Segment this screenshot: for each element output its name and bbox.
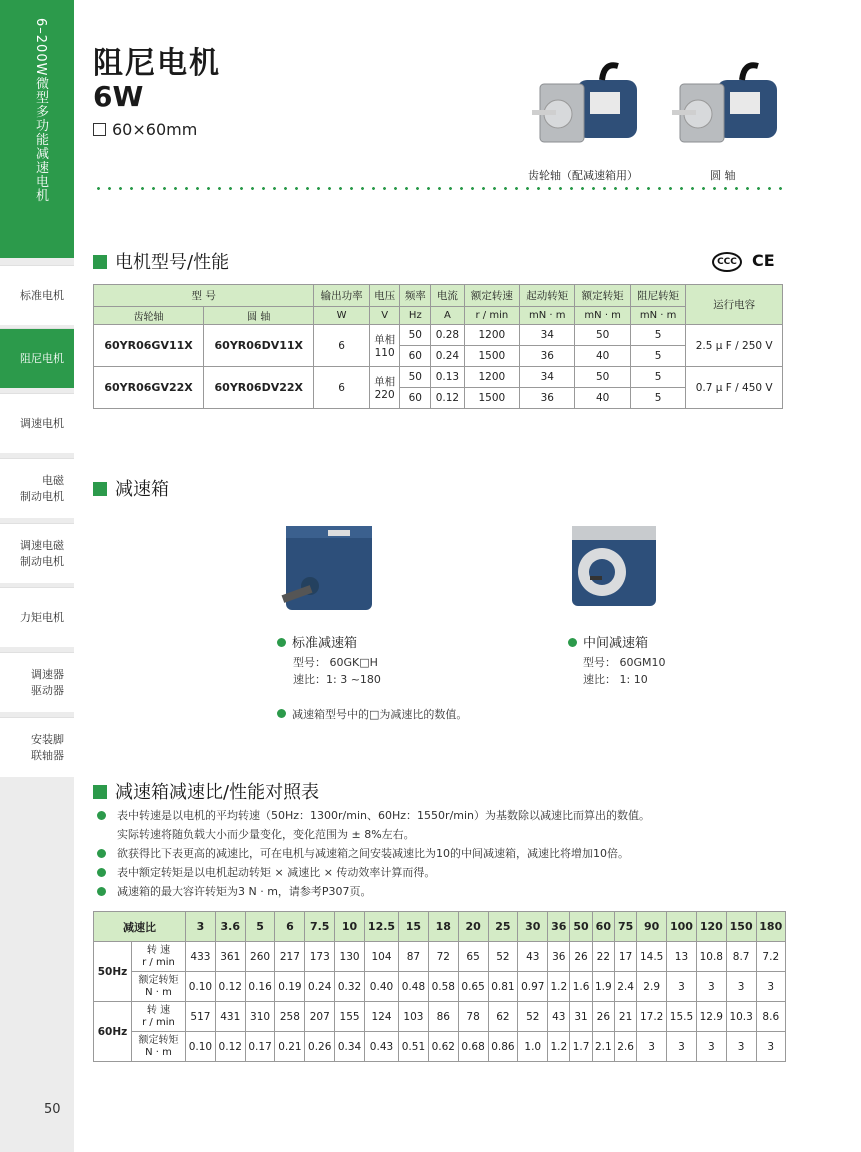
- gearbox-note: [277, 706, 467, 722]
- ratio-cell: 0.16: [245, 972, 275, 1002]
- ratio-cell: 0.17: [245, 1032, 275, 1062]
- ratio-header-cell: 7.5: [305, 912, 335, 942]
- ratio-frequency: 50Hz: [94, 942, 132, 1002]
- table-row: [94, 325, 783, 346]
- spec-unit: W: [314, 307, 369, 325]
- ratio-cell: 0.12: [215, 1032, 245, 1062]
- round-shaft-caption: 圆 轴: [710, 169, 736, 182]
- spec-cell: 40: [575, 388, 630, 409]
- spec-voltage: 单相 220: [369, 367, 400, 409]
- ratio-cell: 0.81: [488, 972, 518, 1002]
- spec-unit: mN · m: [520, 307, 575, 325]
- ratio-cell: 3: [756, 1032, 785, 1062]
- ratio-header-cell: 3: [186, 912, 216, 942]
- spec-header-damp-torque: 阻尼转矩: [630, 285, 685, 307]
- ratio-cell: 22: [592, 942, 614, 972]
- spec-header-speed: 额定转速: [464, 285, 519, 307]
- ratio-header-cell: 5: [245, 912, 275, 942]
- table-row: [94, 367, 783, 388]
- ratio-cell: 8.7: [726, 942, 756, 972]
- sidebar-category-label: 6–200W微型多功能减速电机: [33, 18, 48, 203]
- ratio-header-cell: 3.6: [215, 912, 245, 942]
- spec-voltage: 单相 110: [369, 325, 400, 367]
- ratio-cell: 258: [275, 1002, 305, 1032]
- spec-cell: 60: [400, 388, 431, 409]
- ratio-header-cell: 36: [548, 912, 570, 942]
- spec-header-freq: 频率: [400, 285, 431, 307]
- spec-unit: Hz: [400, 307, 431, 325]
- ratio-cell: 1.7: [570, 1032, 592, 1062]
- spec-round-model: 60YR06DV11X: [204, 325, 314, 367]
- ratio-header-label: 减速比: [94, 912, 186, 942]
- spec-header-round-shaft: 圆 轴: [204, 307, 314, 325]
- ccc-icon: CCC: [712, 252, 742, 272]
- ratio-cell: 17.2: [637, 1002, 667, 1032]
- ratio-cell: 0.48: [399, 972, 429, 1002]
- frame-size: [93, 120, 197, 139]
- ratio-header-cell: 75: [614, 912, 636, 942]
- ratio-cell: 36: [548, 942, 570, 972]
- note-text: 表中额定转矩是以电机起动转矩 × 减速比 × 传动效率计算而得。: [117, 866, 436, 879]
- ratio-cell: 2.1: [592, 1032, 614, 1062]
- table-row: [94, 942, 786, 972]
- note-text: 表中转速是以电机的平均转速（50Hz：1300r/min、60Hz：1550r/min）为基数除以减速比而算出的数值。: [117, 809, 651, 822]
- ratio-cell: 13: [667, 942, 697, 972]
- ratio-torque-label: 额定转矩 N · m: [132, 1032, 186, 1062]
- ratio-cell: 87: [399, 942, 429, 972]
- sidebar-item-label: 电磁 制动电机: [20, 473, 64, 503]
- ratio-cell: 0.26: [305, 1032, 335, 1062]
- ratio-cell: 0.65: [458, 972, 488, 1002]
- ratio-cell: 2.9: [637, 972, 667, 1002]
- ratio-header-cell: 180: [756, 912, 785, 942]
- ratio-cell: 31: [570, 1002, 592, 1032]
- middle-gearbox-image: [568, 520, 660, 612]
- ratio-header-cell: 10: [335, 912, 365, 942]
- ratio-header-cell: 100: [667, 912, 697, 942]
- middle-gearbox-ratio: 速比： 1: 10: [583, 673, 648, 686]
- ratio-cell: 17: [614, 942, 636, 972]
- ratio-header-cell: 15: [399, 912, 429, 942]
- spec-section-label: 电机型号/性能: [115, 252, 230, 273]
- sidebar-item-mounting[interactable]: [0, 717, 74, 777]
- spec-cell: 0.12: [431, 388, 464, 409]
- ratio-cell: 124: [364, 1002, 398, 1032]
- square-bullet-icon: [93, 785, 107, 799]
- ratio-cell: 0.34: [335, 1032, 365, 1062]
- ratio-cell: 12.9: [696, 1002, 726, 1032]
- ratio-cell: 8.6: [756, 1002, 785, 1032]
- bullet-dot-icon: [97, 849, 106, 858]
- middle-gearbox-label: 中间减速箱: [583, 636, 649, 651]
- ratio-cell: 21: [614, 1002, 636, 1032]
- ratio-cell: 1.2: [548, 1032, 570, 1062]
- spec-gear-model: 60YR06GV11X: [94, 325, 204, 367]
- spec-unit: mN · m: [575, 307, 630, 325]
- ratio-cell: 0.10: [186, 972, 216, 1002]
- ratio-cell: 310: [245, 1002, 275, 1032]
- spec-header-model: 型 号: [94, 285, 314, 307]
- spec-header-output: 输出功率: [314, 285, 369, 307]
- spec-cell: 50: [400, 367, 431, 388]
- ratio-cell: 3: [667, 972, 697, 1002]
- ratio-cell: 3: [696, 972, 726, 1002]
- gearbox-section-label: 减速箱: [115, 479, 169, 500]
- ratio-cell: 26: [592, 1002, 614, 1032]
- ratio-cell: 0.21: [275, 1032, 305, 1062]
- middle-gearbox-model: 型号： 60GM10: [583, 656, 666, 669]
- spec-unit: mN · m: [630, 307, 685, 325]
- spec-cell: 36: [520, 346, 575, 367]
- sidebar-item-speed-brake-motor[interactable]: [0, 523, 74, 583]
- ratio-cell: 0.10: [186, 1032, 216, 1062]
- ratio-frequency: 60Hz: [94, 1002, 132, 1062]
- ratio-cell: 260: [245, 942, 275, 972]
- square-bullet-icon: [93, 255, 107, 269]
- ratio-cell: 43: [518, 942, 548, 972]
- ratio-cell: 43: [548, 1002, 570, 1032]
- bullet-dot-icon: [97, 811, 106, 820]
- ratio-cell: 15.5: [667, 1002, 697, 1032]
- ratio-cell: 10.3: [726, 1002, 756, 1032]
- ratio-header-cell: 50: [570, 912, 592, 942]
- bullet-dot-icon: [568, 638, 577, 647]
- spec-header-capacitor: 运行电容: [686, 285, 783, 325]
- sidebar-item-speed-motor[interactable]: [0, 393, 74, 453]
- sidebar-item-brake-motor[interactable]: [0, 458, 74, 518]
- list-item: [97, 825, 650, 844]
- spec-cell: 5: [630, 388, 685, 409]
- square-bullet-icon: [93, 482, 107, 496]
- ratio-header-cell: 30: [518, 912, 548, 942]
- middle-gearbox-name: [568, 632, 648, 651]
- sidebar-category: [0, 0, 74, 258]
- gearbox-section-title: [93, 475, 169, 501]
- standard-gearbox-model: 型号： 60GK□H: [293, 656, 378, 669]
- ratio-cell: 431: [215, 1002, 245, 1032]
- sidebar-item-damping-motor[interactable]: [0, 328, 74, 388]
- spec-cell: 5: [630, 346, 685, 367]
- list-item: [97, 806, 650, 825]
- spec-header-rated-torque: 额定转矩: [575, 285, 630, 307]
- sidebar-item-label: 阻尼电机: [20, 351, 64, 365]
- ratio-speed-label: 转 速 r / min: [132, 942, 186, 972]
- ratio-section-label: 减速箱减速比/性能对照表: [115, 782, 320, 803]
- sidebar-item-controller[interactable]: [0, 652, 74, 712]
- ratio-cell: 0.62: [428, 1032, 458, 1062]
- ratio-cell: 155: [335, 1002, 365, 1032]
- spec-cell: 5: [630, 367, 685, 388]
- spec-cell: 5: [630, 325, 685, 346]
- spec-header-voltage: 电压: [369, 285, 400, 307]
- ratio-cell: 103: [399, 1002, 429, 1032]
- ratio-cell: 0.40: [364, 972, 398, 1002]
- standard-gearbox-ratio: 速比：1: 3 ~180: [293, 673, 381, 686]
- ce-icon: CE: [752, 251, 775, 270]
- spec-cell: 0.13: [431, 367, 464, 388]
- spec-header-gear-shaft: 齿轮轴: [94, 307, 204, 325]
- ratio-cell: 0.97: [518, 972, 548, 1002]
- ratio-header-cell: 12.5: [364, 912, 398, 942]
- ratio-cell: 1.6: [570, 972, 592, 1002]
- sidebar-item-standard-motor[interactable]: [0, 265, 74, 325]
- sidebar-item-label: 安装脚 联轴器: [31, 732, 64, 762]
- bullet-dot-icon: [277, 709, 286, 718]
- gearbox-note-text: 减速箱型号中的□为减速比的数值。: [292, 708, 468, 721]
- table-row: [94, 1032, 786, 1062]
- list-item: [97, 844, 650, 863]
- gear-shaft-caption: 齿轮轴（配减速箱用）: [528, 169, 638, 182]
- ratio-header-cell: 120: [696, 912, 726, 942]
- table-row: [94, 972, 786, 1002]
- ratio-cell: 3: [696, 1032, 726, 1062]
- spec-unit: A: [431, 307, 464, 325]
- ratio-cell: 0.58: [428, 972, 458, 1002]
- table-row: [94, 1002, 786, 1032]
- ratio-cell: 0.68: [458, 1032, 488, 1062]
- ratio-table: [93, 911, 786, 1062]
- sidebar-item-label: 力矩电机: [20, 610, 64, 624]
- spec-cell: 0.28: [431, 325, 464, 346]
- ratio-header-cell: 60: [592, 912, 614, 942]
- list-item: [97, 882, 650, 901]
- ratio-cell: 217: [275, 942, 305, 972]
- ratio-cell: 0.19: [275, 972, 305, 1002]
- sidebar-item-label: 标准电机: [20, 288, 64, 302]
- spec-cell: 0.24: [431, 346, 464, 367]
- frame-size-label: 60×60mm: [112, 120, 198, 139]
- ratio-header-cell: 20: [458, 912, 488, 942]
- ratio-cell: 10.8: [696, 942, 726, 972]
- spec-cell: 36: [520, 388, 575, 409]
- spec-cell: 40: [575, 346, 630, 367]
- dotted-divider: [93, 187, 786, 190]
- ratio-cell: 3: [637, 1032, 667, 1062]
- ratio-cell: 517: [186, 1002, 216, 1032]
- spec-output: 6: [314, 367, 369, 409]
- ratio-cell: 72: [428, 942, 458, 972]
- ratio-cell: 0.12: [215, 972, 245, 1002]
- square-icon: [93, 123, 106, 136]
- ratio-cell: 14.5: [637, 942, 667, 972]
- ratio-header-cell: 90: [637, 912, 667, 942]
- ratio-cell: 26: [570, 942, 592, 972]
- ratio-cell: 2.4: [614, 972, 636, 1002]
- ratio-torque-label: 额定转矩 N · m: [132, 972, 186, 1002]
- ratio-cell: 104: [364, 942, 398, 972]
- note-text: 实际转速将随负载大小而少量变化，变化范围为 ± 8%左右。: [117, 828, 415, 841]
- gear-shaft-motor-image: [532, 62, 642, 162]
- spec-cell: 50: [575, 367, 630, 388]
- list-item: [97, 863, 650, 882]
- ratio-cell: 173: [305, 942, 335, 972]
- ratio-notes: [97, 806, 650, 901]
- ratio-cell: 78: [458, 1002, 488, 1032]
- spec-cell: 34: [520, 367, 575, 388]
- spec-round-model: 60YR06DV22X: [204, 367, 314, 409]
- ratio-cell: 7.2: [756, 942, 785, 972]
- ratio-cell: 130: [335, 942, 365, 972]
- bullet-dot-icon: [97, 868, 106, 877]
- page-number: 50: [44, 1102, 61, 1117]
- ratio-cell: 0.24: [305, 972, 335, 1002]
- ratio-cell: 52: [488, 942, 518, 972]
- note-text: 欲获得比下表更高的减速比，可在电机与减速箱之间安装减速比为10的中间减速箱，减速比将增加10倍。: [117, 847, 629, 860]
- spec-capacitor: 0.7 μ F / 450 V: [686, 367, 783, 409]
- ratio-header-cell: 150: [726, 912, 756, 942]
- ratio-cell: 361: [215, 942, 245, 972]
- ratio-cell: 0.51: [399, 1032, 429, 1062]
- ratio-cell: 0.32: [335, 972, 365, 1002]
- spec-cell: 1200: [464, 325, 519, 346]
- standard-gearbox-image: [280, 520, 376, 612]
- ratio-cell: 2.6: [614, 1032, 636, 1062]
- spec-unit: V: [369, 307, 400, 325]
- spec-capacitor: 2.5 μ F / 250 V: [686, 325, 783, 367]
- page-title: 阻尼电机: [93, 46, 221, 81]
- ratio-cell: 3: [726, 1032, 756, 1062]
- round-shaft-motor-image: [672, 62, 782, 162]
- ratio-section-title: [93, 778, 319, 804]
- ratio-cell: 65: [458, 942, 488, 972]
- ratio-cell: 62: [488, 1002, 518, 1032]
- spec-cell: 1200: [464, 367, 519, 388]
- sidebar: [0, 0, 74, 1152]
- middle-gearbox-info: [583, 654, 666, 688]
- ratio-cell: 0.86: [488, 1032, 518, 1062]
- spec-unit: r / min: [464, 307, 519, 325]
- sidebar-item-label: 调速器 驱动器: [31, 667, 64, 697]
- sidebar-item-label: 调速电机: [20, 416, 64, 430]
- spec-cell: 60: [400, 346, 431, 367]
- spec-header-start-torque: 起动转矩: [520, 285, 575, 307]
- spec-output: 6: [314, 325, 369, 367]
- spec-section-title: [93, 248, 229, 274]
- ratio-cell: 0.43: [364, 1032, 398, 1062]
- spec-header-current: 电流: [431, 285, 464, 307]
- ratio-cell: 52: [518, 1002, 548, 1032]
- ratio-cell: 86: [428, 1002, 458, 1032]
- standard-gearbox-label: 标准减速箱: [292, 636, 358, 651]
- ratio-cell: 207: [305, 1002, 335, 1032]
- spec-cell: 1500: [464, 346, 519, 367]
- spec-cell: 50: [575, 325, 630, 346]
- standard-gearbox-name: [277, 632, 357, 651]
- certification-marks: [712, 251, 775, 272]
- spec-gear-model: 60YR06GV22X: [94, 367, 204, 409]
- ratio-cell: 3: [726, 972, 756, 1002]
- ratio-speed-label: 转 速 r / min: [132, 1002, 186, 1032]
- sidebar-item-label: 调速电磁 制动电机: [20, 538, 64, 568]
- standard-gearbox-info: [293, 654, 381, 688]
- ratio-header-cell: 6: [275, 912, 305, 942]
- bullet-dot-icon: [277, 638, 286, 647]
- ratio-header-cell: 18: [428, 912, 458, 942]
- note-text: 减速箱的最大容许转矩为3 N · m，请参考P307页。: [117, 885, 372, 898]
- ratio-cell: 1.9: [592, 972, 614, 1002]
- bullet-dot-icon: [97, 887, 106, 896]
- sidebar-item-torque-motor[interactable]: [0, 587, 74, 647]
- ratio-cell: 3: [756, 972, 785, 1002]
- ratio-cell: 1.2: [548, 972, 570, 1002]
- power-rating: 6W: [93, 80, 144, 113]
- ratio-cell: 433: [186, 942, 216, 972]
- spec-cell: 50: [400, 325, 431, 346]
- ratio-cell: 1.0: [518, 1032, 548, 1062]
- spec-cell: 34: [520, 325, 575, 346]
- ratio-cell: 3: [667, 1032, 697, 1062]
- spec-table: [93, 284, 783, 409]
- ratio-header-cell: 25: [488, 912, 518, 942]
- spec-cell: 1500: [464, 388, 519, 409]
